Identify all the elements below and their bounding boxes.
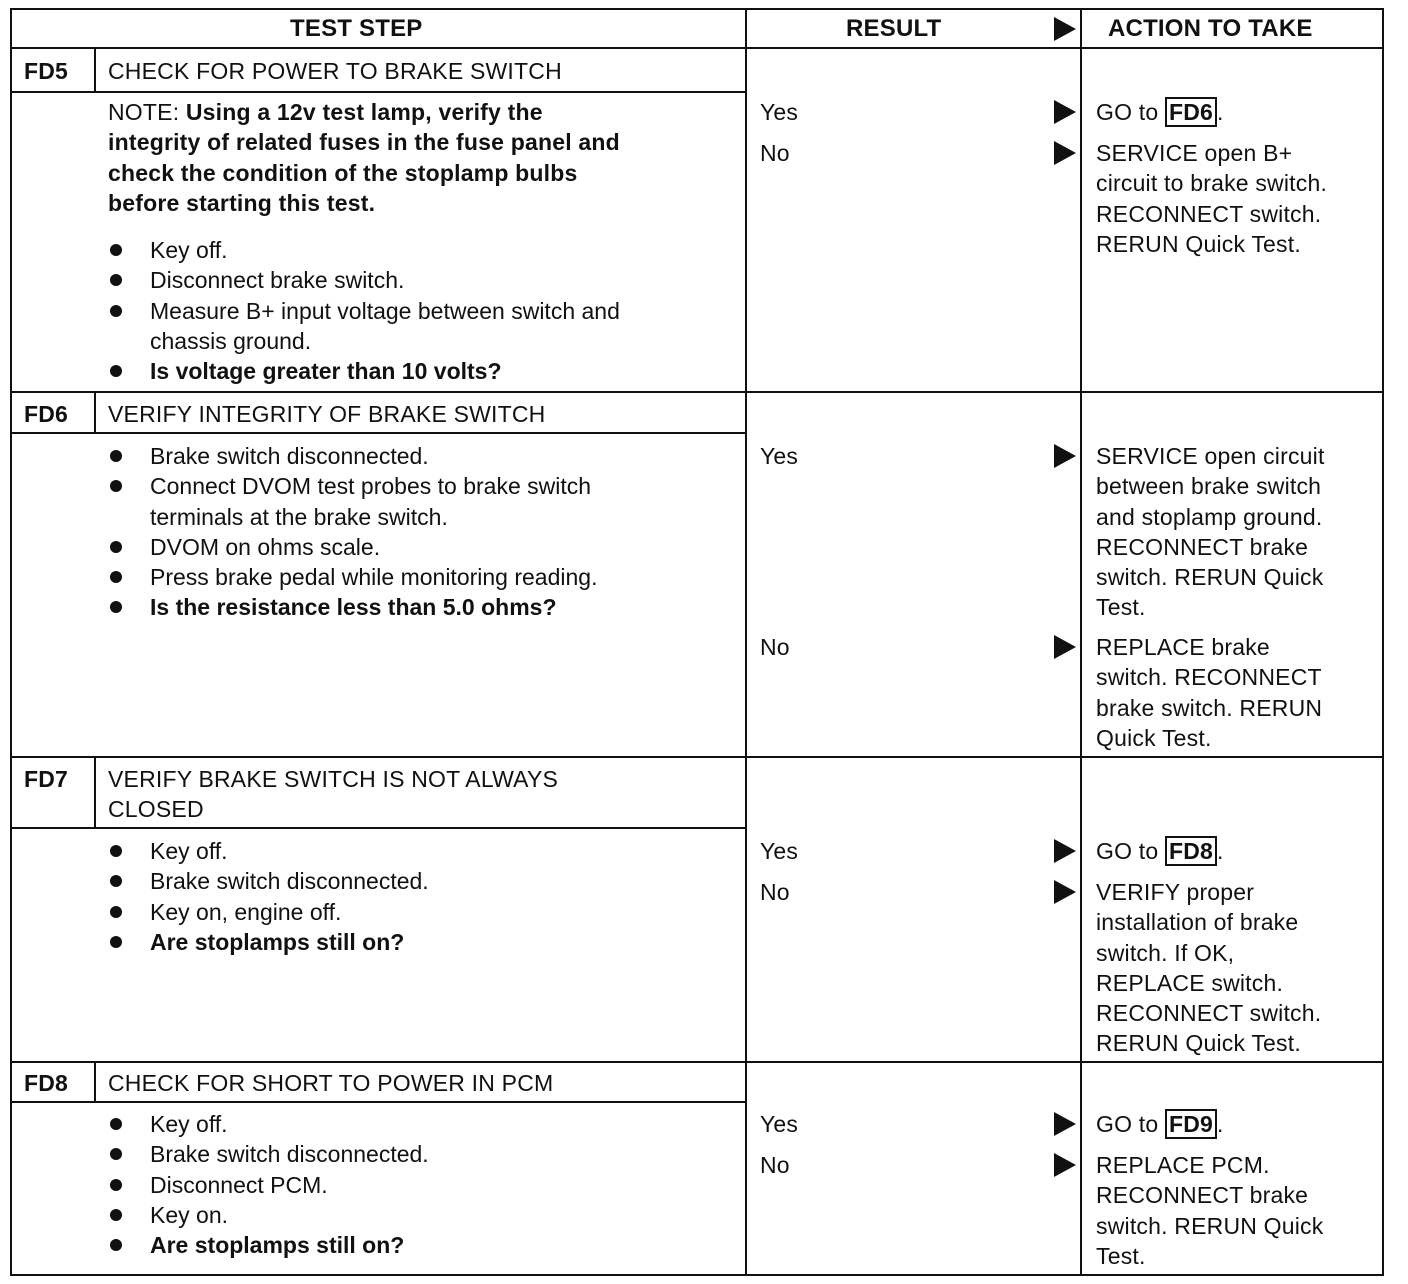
bullet-icon [110,365,122,377]
list-item: DVOM on ohms scale. [108,532,597,562]
action-yes-fd6: SERVICE open circuit between brake switch and stoplamp ground. RECONNECT brake switch. RERUN Quick Test. [1096,443,1325,621]
step-ref-fd8[interactable]: FD8 [1165,836,1217,866]
action-yes-fd8: GO to FD9 . [1096,1111,1224,1137]
action-yes-fd5: GO to FD6 . [1096,99,1224,125]
step-title-rule [10,91,746,93]
step-rule [10,1061,1384,1063]
step-title-rule [10,432,746,434]
list-item: Brake switch disconnected. [108,866,429,896]
bullet-icon [110,1118,122,1130]
step-title-fd6: VERIFY INTEGRITY OF BRAKE SWITCH [108,401,546,427]
step-bullets-fd7 [108,836,429,957]
step-ref-fd9[interactable]: FD9 [1165,1109,1217,1139]
result-yes-fd7: Yes [760,838,799,864]
bullet-icon [110,541,122,553]
step-id-divider [94,392,96,433]
note-prefix: NOTE: [108,99,186,125]
list-item: Are stoplamps still on? [108,1230,429,1260]
arrow-icon [1054,1153,1076,1177]
action-no-fd5: SERVICE open B+ circuit to brake switch. RECONNECT switch. RERUN Quick Test. [1096,140,1328,257]
note-line: Using a 12v test lamp, verify the [185,99,543,125]
arrow-icon [1054,880,1076,904]
action-no-fd7: VERIFY proper installation of brake switch. If OK, REPLACE switch. RECONNECT switch. RERUN Quick Test. [1096,879,1322,1057]
header-test-step: TEST STEP [290,15,423,42]
note-line: before starting this test. [108,189,376,216]
arrow-icon [1054,100,1076,124]
result-no-fd7: No [760,879,790,905]
result-no-fd5: No [760,140,790,166]
bullet-icon [110,571,122,583]
arrow-icon [1054,635,1076,659]
list-item: Key on, engine off. [108,897,429,927]
list-item: Key off. [108,235,620,265]
step-id-divider [94,757,96,828]
list-item: Is the resistance less than 5.0 ohms? [108,592,597,622]
header-arrow-icon [1054,17,1076,41]
bullet-icon [110,1179,122,1191]
step-id-fd7: FD7 [24,766,69,792]
step-title-rule [10,827,746,829]
result-yes-fd8: Yes [760,1111,799,1137]
bullet-icon [110,601,122,613]
step-id-divider [94,48,96,92]
step-id-fd6: FD6 [24,401,69,427]
action-yes-fd7: GO to FD8 . [1096,838,1224,864]
bullet-icon [110,450,122,462]
result-no-fd6: No [760,634,790,660]
bullet-icon [110,875,122,887]
bullet-icon [110,305,122,317]
bullet-icon [110,480,122,492]
list-item: Disconnect PCM. [108,1170,429,1200]
list-item: Key off. [108,1109,429,1139]
step-title-fd8: CHECK FOR SHORT TO POWER IN PCM [108,1070,554,1096]
step-title-fd5: CHECK FOR POWER TO BRAKE SWITCH [108,58,562,84]
result-yes-fd6: Yes [760,443,799,469]
list-item: Disconnect brake switch. [108,265,620,295]
step-id-fd5: FD5 [24,58,69,84]
bullet-icon [110,936,122,948]
divider-test-result [745,8,747,1276]
arrow-icon [1054,1112,1076,1136]
note-line: check the condition of the stoplamp bulbs [108,159,578,186]
list-item: Press brake pedal while monitoring reading. [108,562,597,592]
arrow-icon [1054,839,1076,863]
note-line: integrity of related fuses in the fuse panel and [108,129,620,156]
step-id-divider [94,1062,96,1102]
result-no-fd8: No [760,1152,790,1178]
step-title-fd7: VERIFY BRAKE SWITCH IS NOT ALWAYS CLOSED [108,766,559,823]
result-yes-fd5: Yes [760,99,799,125]
header-result: RESULT [846,15,942,42]
header-action: ACTION TO TAKE [1108,15,1313,42]
step-rule [10,391,1384,393]
bullet-icon [110,274,122,286]
list-item: Connect DVOM test probes to brake switch terminals at the brake switch. [108,471,597,532]
action-no-fd8: REPLACE PCM. RECONNECT brake switch. RERUN Quick Test. [1096,1152,1324,1269]
arrow-icon [1054,141,1076,165]
bullet-icon [110,845,122,857]
list-item: Measure B+ input voltage between switch and chassis ground. [108,296,620,357]
list-item: Key off. [108,836,429,866]
bullet-icon [110,244,122,256]
step-title-rule [10,1101,746,1103]
list-item: Key on. [108,1200,429,1230]
step-rule [10,756,1384,758]
bullet-icon [110,1239,122,1251]
bullet-icon [110,1148,122,1160]
step-ref-fd6[interactable]: FD6 [1165,97,1217,127]
bullet-icon [110,1209,122,1221]
step-bullets-fd8 [108,1109,429,1260]
step-id-fd8: FD8 [24,1070,69,1096]
step-bullets-fd6 [108,441,597,623]
list-item: Are stoplamps still on? [108,927,429,957]
divider-result-action [1080,8,1082,1276]
step-bullets-fd5 [108,235,620,386]
list-item: Brake switch disconnected. [108,1139,429,1169]
action-no-fd6: REPLACE brake switch. RECONNECT brake switch. RERUN Quick Test. [1096,634,1323,751]
step-note-fd5 [108,97,620,218]
arrow-icon [1054,444,1076,468]
list-item: Brake switch disconnected. [108,441,597,471]
bullet-icon [110,906,122,918]
header-rule [10,47,1384,49]
list-item: Is voltage greater than 10 volts? [108,356,620,386]
